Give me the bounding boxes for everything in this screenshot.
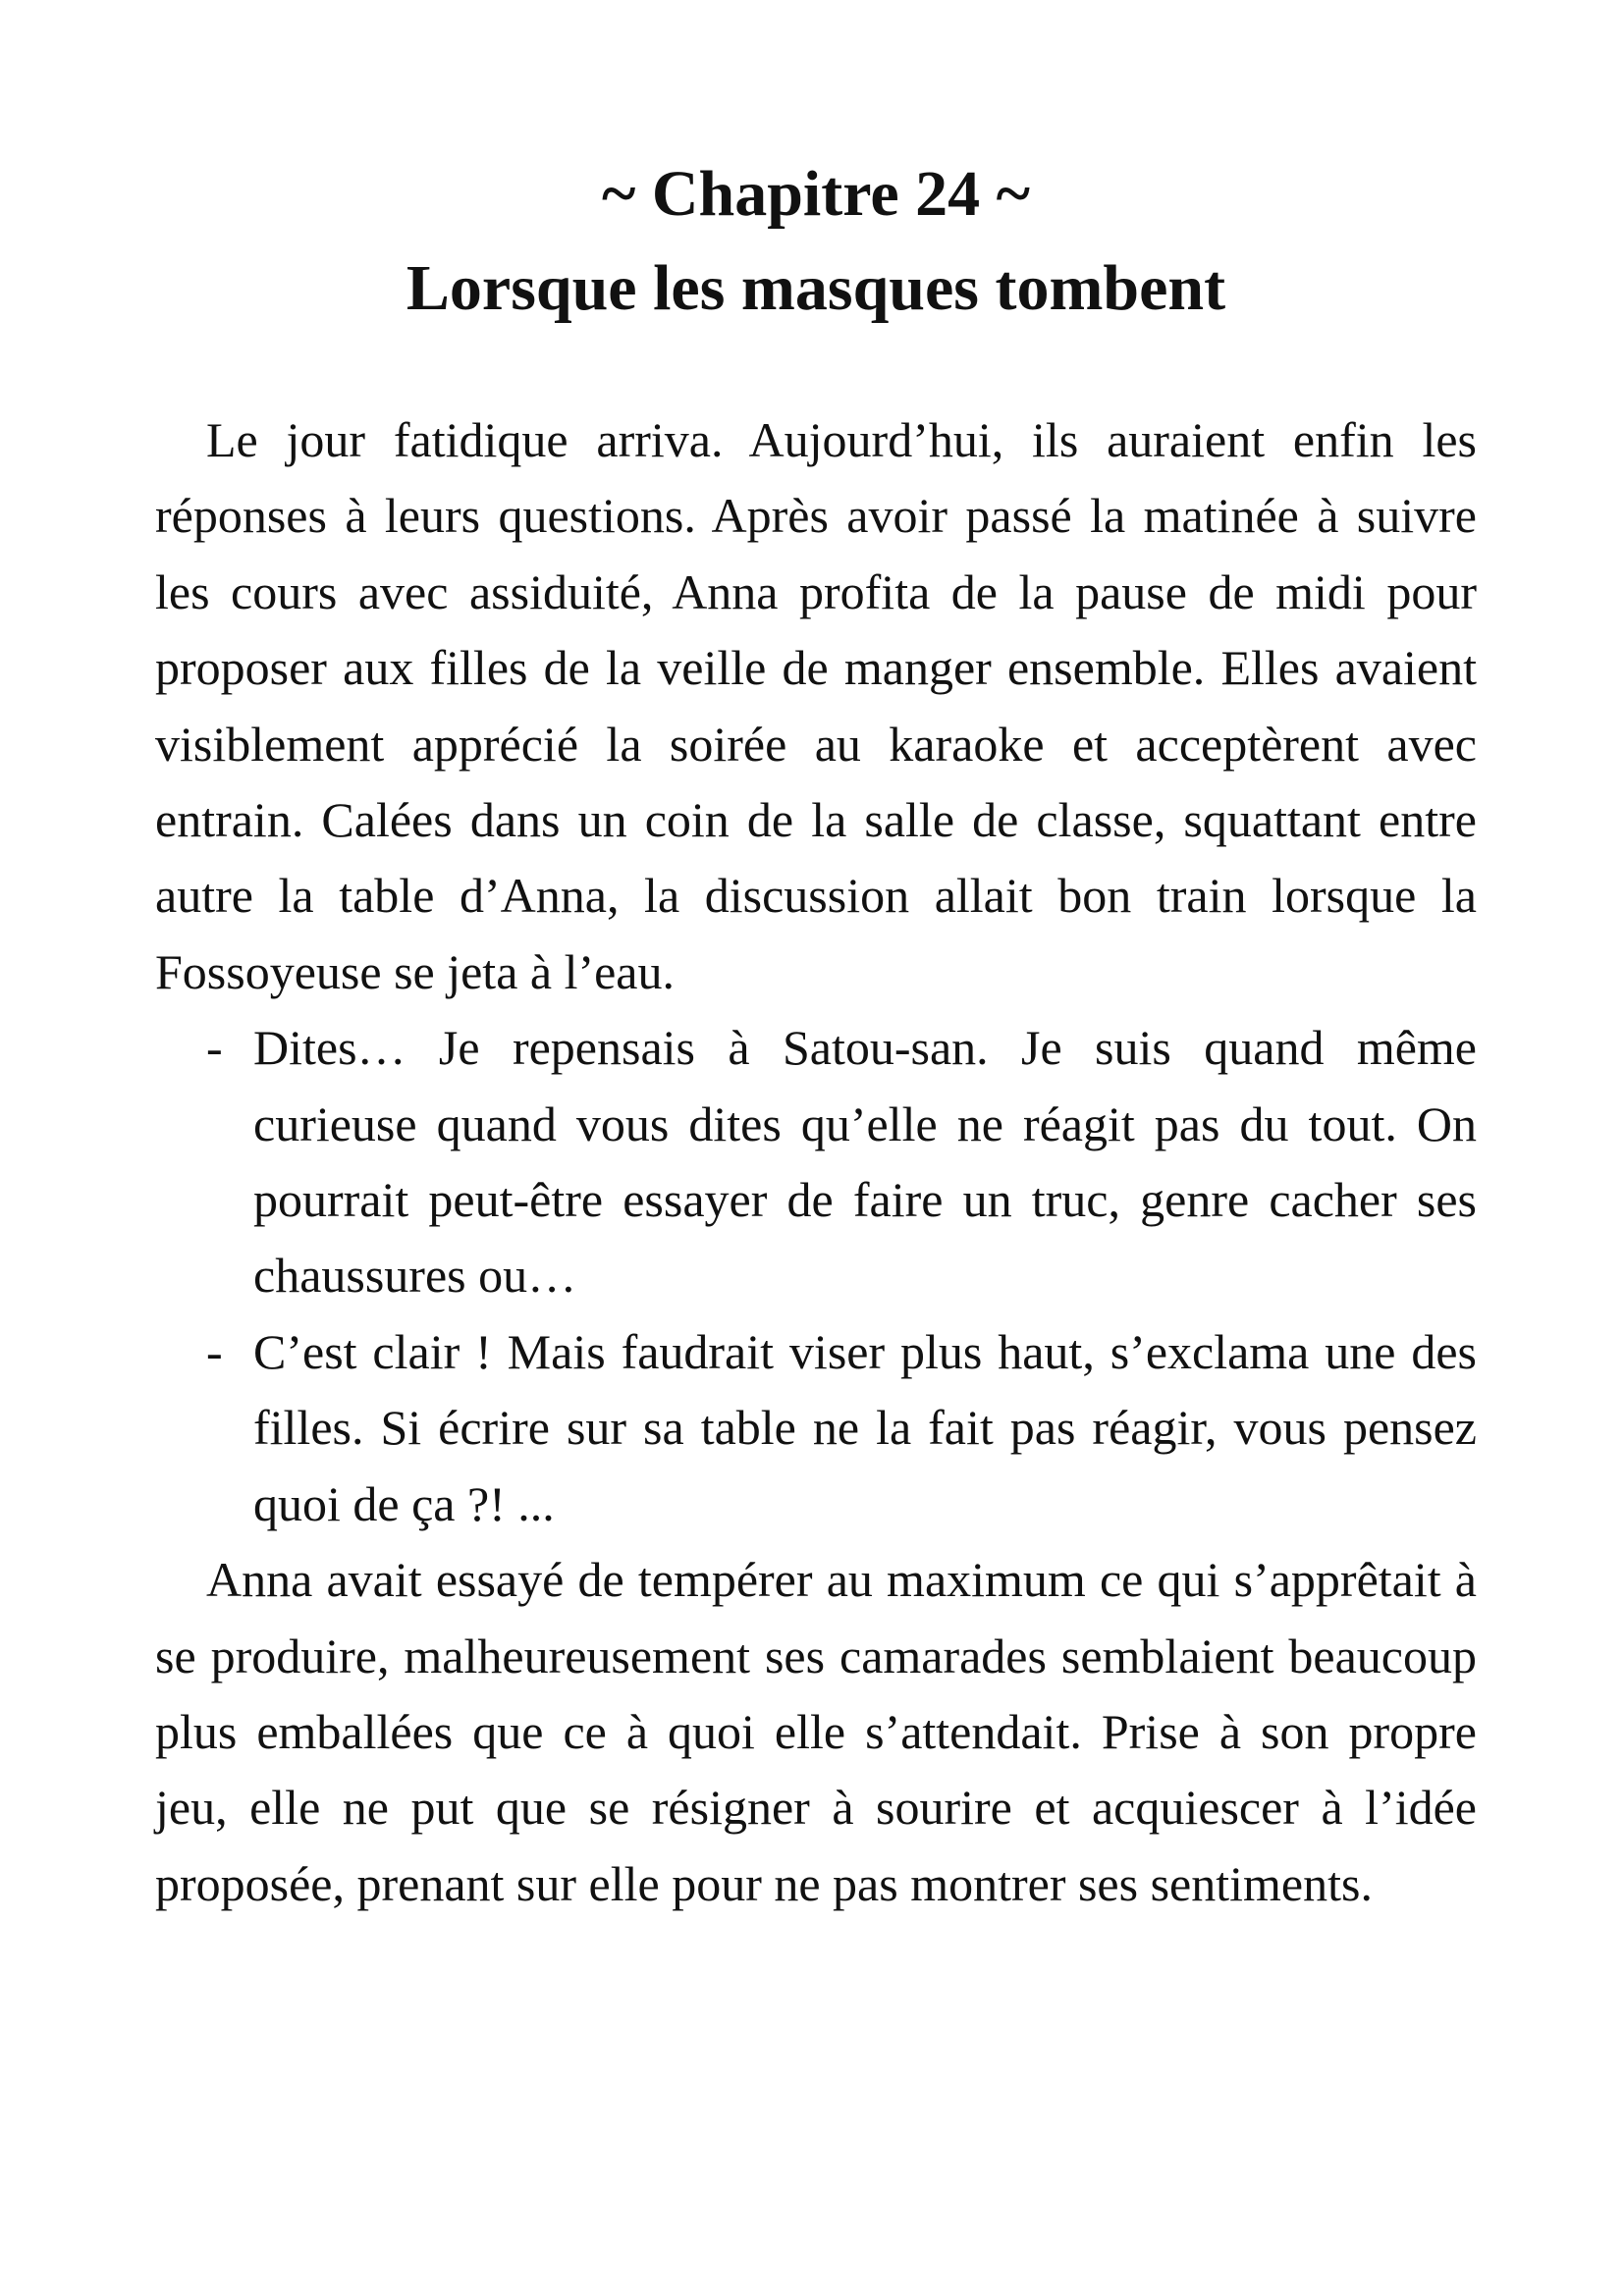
dialogue-text: C’est clair ! Mais faudrait viser plus haut, s’exclama une des filles. Si écrire sur sa table ne la fait pas réagir, vous pensez quoi de ça ?! ... [253, 1323, 1477, 1531]
dialogue-dash: - [206, 1323, 223, 1379]
book-page [155, 147, 1477, 1922]
paragraph-2: Anna avait essayé de tempérer au maximum ce qui s’apprêtait à se produire, malheureusement ses camarades semblaient beaucoup plus emballées que ce à quoi elle s’attendait. Prise à son propre jeu, elle ne put que se résigner à sourire et acquiescer à l’idée proposée, prenant sur elle pour ne pas montrer ses sentiments. [155, 1552, 1477, 1911]
dialogue-text: Dites… Je repensais à Satou-san. Je suis quand même curieuse quand vous dites qu’elle ne réagit pas du tout. On pourrait peut-être essayer de faire un truc, genre cacher ses chaussures ou… [253, 1020, 1477, 1304]
dialogue-dash: - [206, 1020, 223, 1076]
chapter-number: ~ Chapitre 24 ~ [602, 158, 1030, 230]
dialogue-line-2 [155, 1314, 1477, 1542]
paragraph-1: Le jour fatidique arriva. Aujourd’hui, ils auraient enfin les réponses à leurs questions. Après avoir passé la matinée à suivre les cours avec assiduité, Anna profita de la pause de midi pour proposer aux filles de la veille de manger ensemble. Elles avaient visiblement apprécié la soirée au karaoke et acceptèrent avec entrain. Calées dans un coin de la salle de classe, squattant entre autre la table d’Anna, la discussion allait bon train lorsque la Fossoyeuse se jeta à l’eau. [155, 412, 1477, 999]
dialogue-line-1 [155, 1010, 1477, 1314]
dialogue-list [155, 1010, 1477, 1542]
chapter-title: Lorsque les masques tombent [406, 252, 1226, 324]
